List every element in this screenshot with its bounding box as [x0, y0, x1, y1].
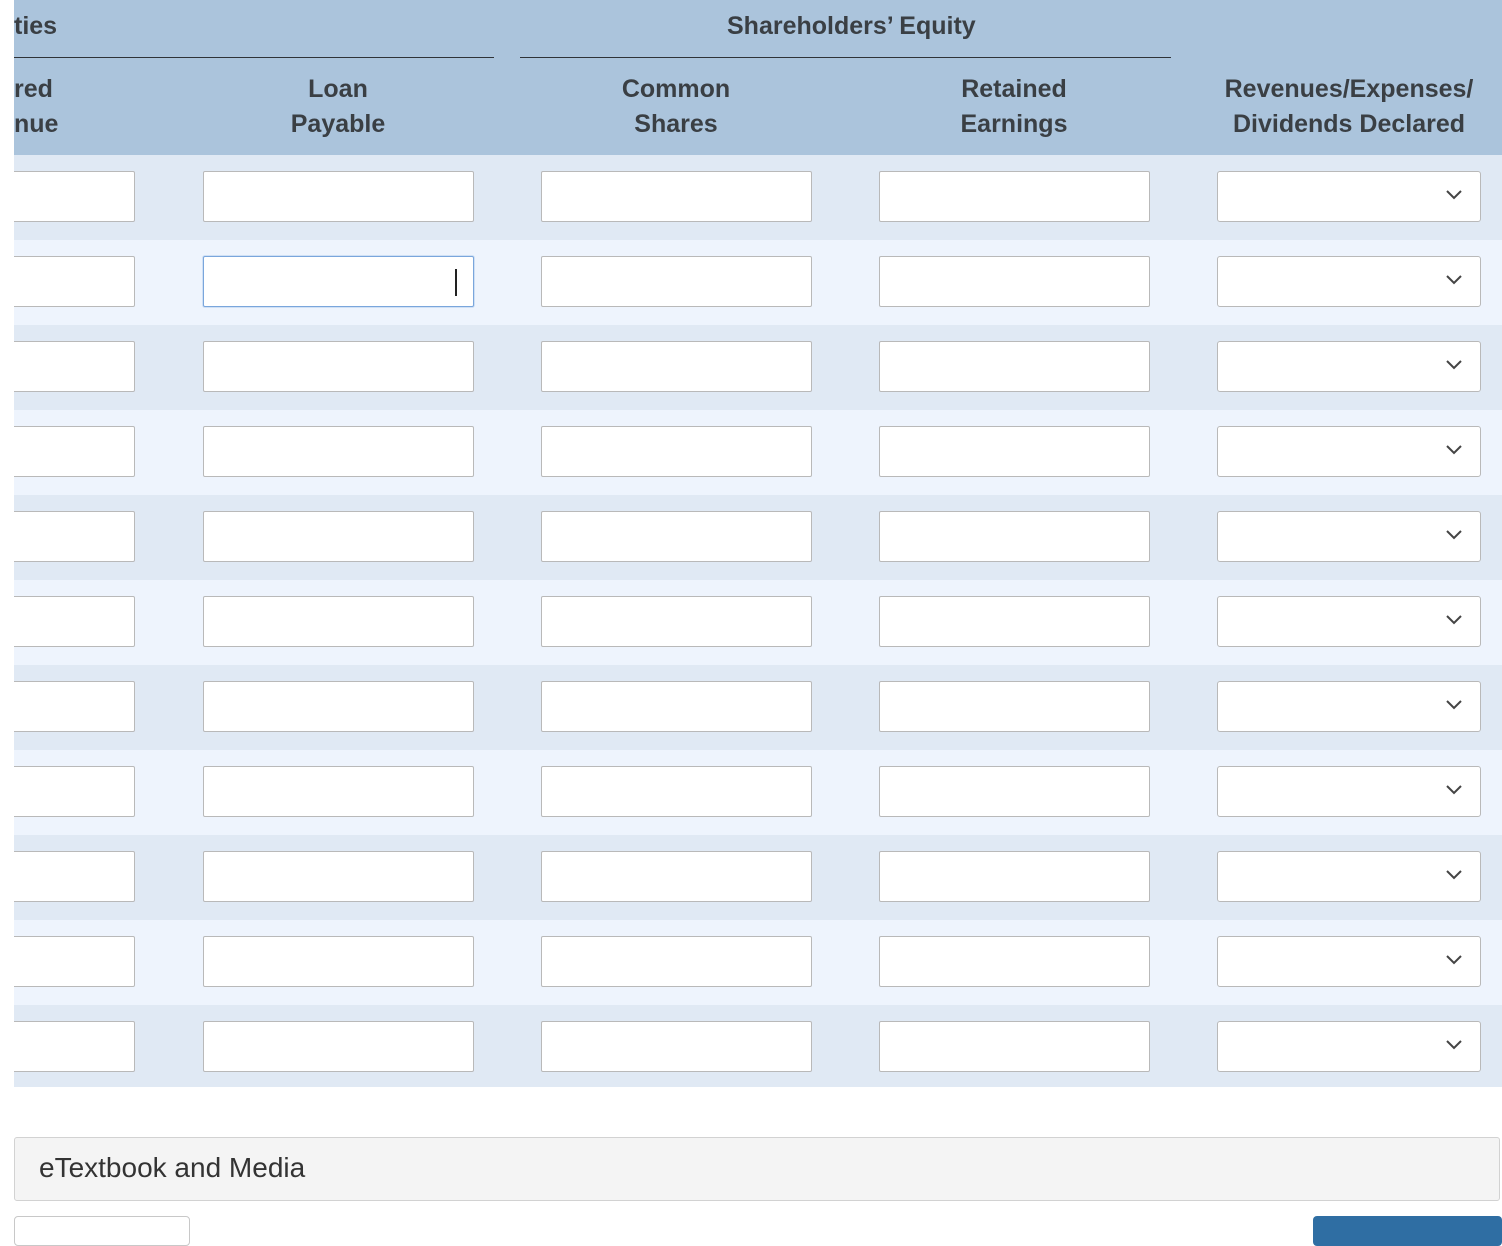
common-shares-input[interactable] — [541, 426, 812, 477]
group-divider-liabilities — [14, 57, 494, 58]
unearned-revenue-input[interactable] — [14, 596, 135, 647]
revenues-expenses-dividends-select[interactable] — [1217, 596, 1481, 647]
chevron-down-icon — [1445, 951, 1463, 969]
retained-earnings-input[interactable] — [879, 596, 1150, 647]
table-row — [14, 155, 1502, 240]
text-cursor — [455, 269, 457, 296]
unearned-revenue-input[interactable] — [14, 511, 135, 562]
loan-payable-input[interactable] — [203, 681, 474, 732]
revenues-expenses-dividends-select[interactable] — [1217, 1021, 1481, 1072]
group-label-liabilities: ties — [14, 12, 58, 40]
table-row — [14, 835, 1502, 920]
unearned-revenue-input[interactable] — [14, 936, 135, 987]
table-row — [14, 410, 1502, 495]
revenues-expenses-dividends-select[interactable] — [1217, 426, 1481, 477]
loan-payable-input[interactable] — [203, 596, 474, 647]
common-shares-input[interactable] — [541, 256, 812, 307]
etextbook-media-panel[interactable] — [14, 1137, 1500, 1201]
chevron-down-icon — [1445, 866, 1463, 884]
table-row — [14, 920, 1502, 1005]
unearned-revenue-input[interactable] — [14, 426, 135, 477]
chevron-down-icon — [1445, 441, 1463, 459]
chevron-down-icon — [1445, 1036, 1463, 1054]
table-row — [14, 1005, 1502, 1087]
chevron-down-icon — [1445, 781, 1463, 799]
revenues-expenses-dividends-select[interactable] — [1217, 936, 1481, 987]
secondary-button[interactable] — [14, 1216, 190, 1246]
table-row — [14, 665, 1502, 750]
chevron-down-icon — [1445, 356, 1463, 374]
unearned-revenue-input[interactable] — [14, 171, 135, 222]
retained-earnings-input[interactable] — [879, 171, 1150, 222]
unearned-revenue-input[interactable] — [14, 766, 135, 817]
revenues-expenses-dividends-select[interactable] — [1217, 766, 1481, 817]
common-shares-input[interactable] — [541, 596, 812, 647]
worksheet-table — [14, 0, 1502, 1087]
revenues-expenses-dividends-select[interactable] — [1217, 171, 1481, 222]
table-row — [14, 750, 1502, 835]
retained-earnings-input[interactable] — [879, 511, 1150, 562]
retained-earnings-input[interactable] — [879, 341, 1150, 392]
unearned-revenue-input[interactable] — [14, 256, 135, 307]
table-row — [14, 580, 1502, 665]
revenues-expenses-dividends-select[interactable] — [1217, 851, 1481, 902]
retained-earnings-input[interactable] — [879, 936, 1150, 987]
chevron-down-icon — [1445, 271, 1463, 289]
common-shares-input[interactable] — [541, 851, 812, 902]
unearned-revenue-input[interactable] — [14, 1021, 135, 1072]
unearned-revenue-input[interactable] — [14, 681, 135, 732]
loan-payable-input[interactable] — [203, 1021, 474, 1072]
col-header-unearned-revenue: red nue — [14, 75, 59, 138]
col-header-retained-earnings: Retained Earnings — [960, 75, 1068, 138]
loan-payable-input[interactable] — [203, 766, 474, 817]
loan-payable-input[interactable] — [203, 341, 474, 392]
chevron-down-icon — [1445, 611, 1463, 629]
common-shares-input[interactable] — [541, 681, 812, 732]
common-shares-input[interactable] — [541, 511, 812, 562]
retained-earnings-input[interactable] — [879, 256, 1150, 307]
revenues-expenses-dividends-select[interactable] — [1217, 681, 1481, 732]
group-divider-equity — [520, 57, 1171, 58]
col-header-revenues-expenses-dividends: Revenues/Expenses/ Dividends Declared — [1224, 75, 1474, 138]
loan-payable-input[interactable] — [203, 171, 474, 222]
loan-payable-input[interactable] — [203, 256, 474, 307]
etextbook-media-label: eTextbook and Media — [39, 1152, 306, 1183]
unearned-revenue-input[interactable] — [14, 341, 135, 392]
loan-payable-input[interactable] — [203, 936, 474, 987]
unearned-revenue-input[interactable] — [14, 851, 135, 902]
revenues-expenses-dividends-select[interactable] — [1217, 341, 1481, 392]
common-shares-input[interactable] — [541, 341, 812, 392]
retained-earnings-input[interactable] — [879, 681, 1150, 732]
table-row — [14, 240, 1502, 325]
retained-earnings-input[interactable] — [879, 851, 1150, 902]
chevron-down-icon — [1445, 696, 1463, 714]
retained-earnings-input[interactable] — [879, 1021, 1150, 1072]
loan-payable-input[interactable] — [203, 511, 474, 562]
table-header — [14, 0, 1502, 155]
retained-earnings-input[interactable] — [879, 766, 1150, 817]
loan-payable-input[interactable] — [203, 851, 474, 902]
revenues-expenses-dividends-select[interactable] — [1217, 256, 1481, 307]
group-label-equity: Shareholders’ Equity — [727, 12, 976, 40]
chevron-down-icon — [1445, 526, 1463, 544]
table-row — [14, 325, 1502, 410]
common-shares-input[interactable] — [541, 171, 812, 222]
col-header-loan-payable: Loan Payable — [290, 75, 386, 138]
common-shares-input[interactable] — [541, 766, 812, 817]
retained-earnings-input[interactable] — [879, 426, 1150, 477]
loan-payable-input[interactable] — [203, 426, 474, 477]
table-row — [14, 495, 1502, 580]
primary-button[interactable] — [1313, 1216, 1502, 1246]
col-header-common-shares: Common Shares — [621, 75, 731, 138]
revenues-expenses-dividends-select[interactable] — [1217, 511, 1481, 562]
common-shares-input[interactable] — [541, 936, 812, 987]
common-shares-input[interactable] — [541, 1021, 812, 1072]
chevron-down-icon — [1445, 186, 1463, 204]
